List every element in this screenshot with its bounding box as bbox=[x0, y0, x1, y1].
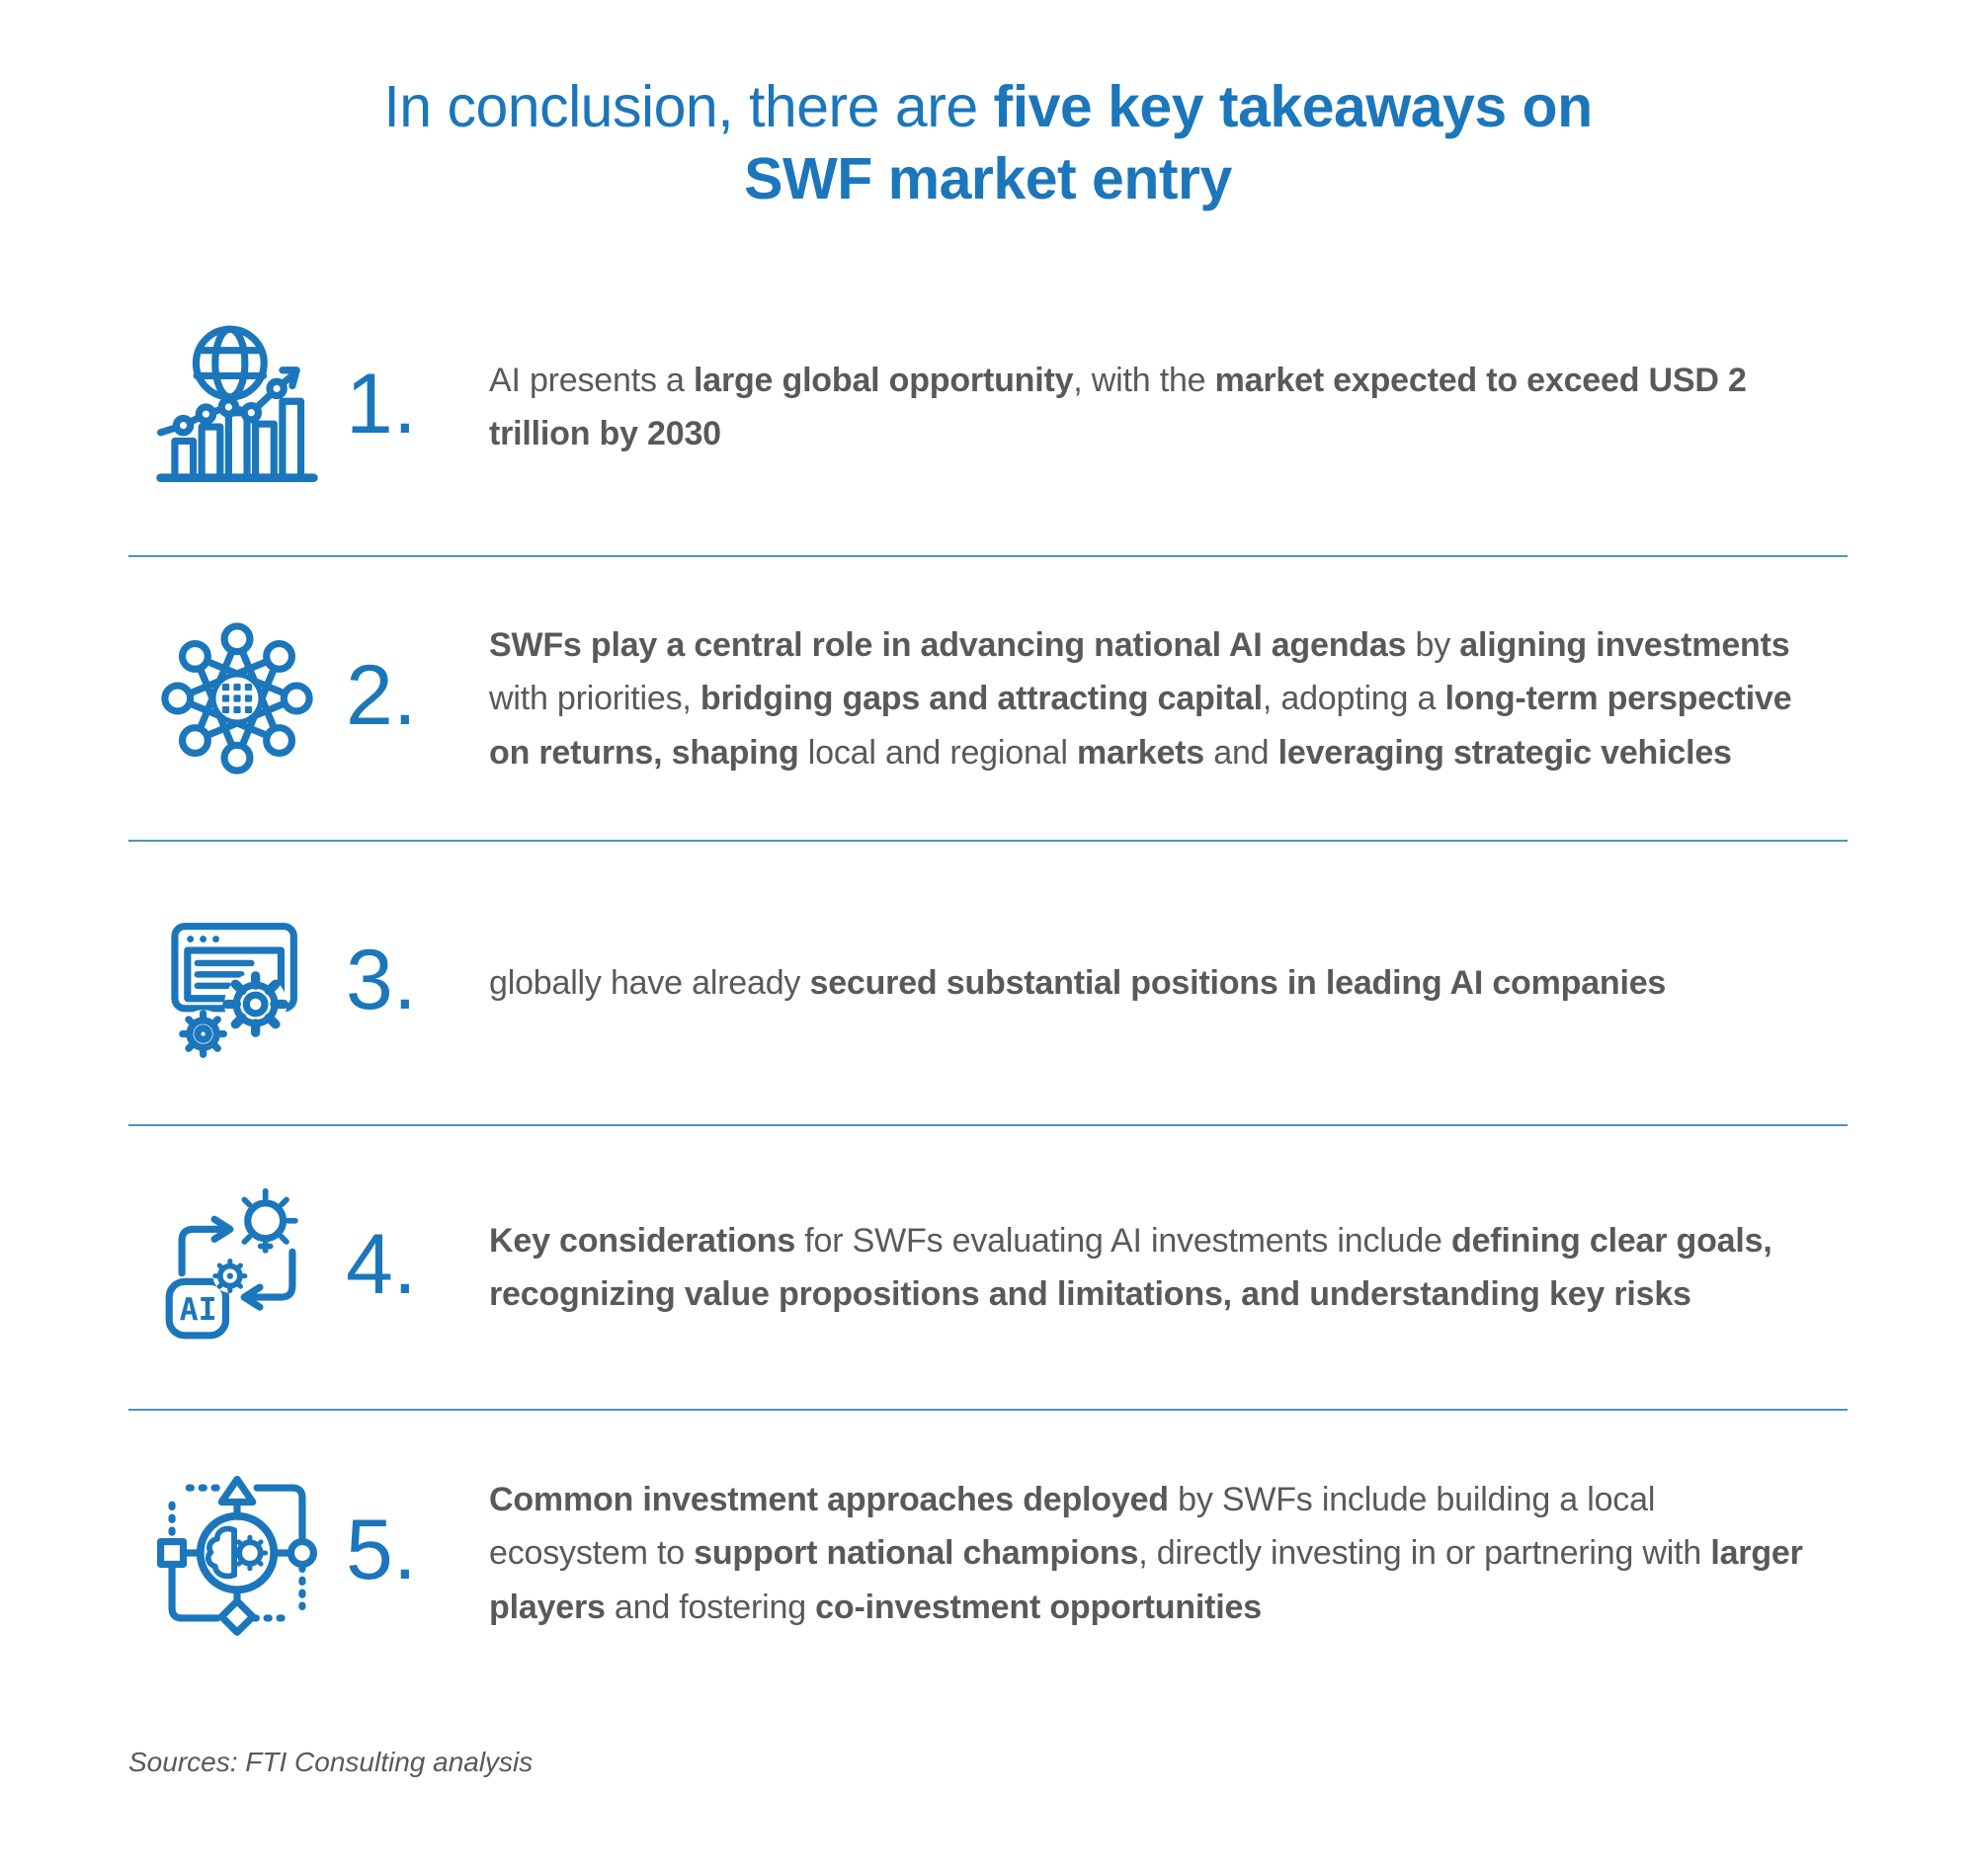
takeaway-number: 4. bbox=[346, 1217, 417, 1313]
takeaway-number: 3. bbox=[346, 933, 417, 1028]
takeaway-row-3 bbox=[128, 842, 1848, 1126]
network-nodes-icon bbox=[128, 613, 346, 783]
takeaway-row-1 bbox=[128, 279, 1848, 557]
takeaway-number: 5. bbox=[346, 1503, 417, 1598]
takeaway-text: Key considerations for SWFs evaluating AI investments include defining clear goals, recognizing value propositions and limitations, and understanding key risks bbox=[489, 1221, 1772, 1314]
title-light-part: In conclusion, there are bbox=[383, 74, 994, 139]
takeaway-number: 1. bbox=[346, 357, 417, 452]
browser-gears-icon bbox=[128, 898, 346, 1068]
svg-text:AI: AI bbox=[179, 1292, 217, 1329]
globe-growth-chart-icon bbox=[128, 322, 346, 492]
title-bold-line2: SWF market entry bbox=[744, 146, 1232, 212]
brain-process-diagram-icon bbox=[128, 1468, 346, 1638]
takeaway-text: Common investment approaches deployed by SWFs include building a local ecosystem to support national champions, directly investing in or partnering with larger players and fostering co-investment opportunities bbox=[489, 1480, 1803, 1626]
takeaway-row-4 bbox=[128, 1126, 1848, 1411]
takeaway-row-2 bbox=[128, 557, 1848, 842]
takeaway-text: SWFs play a central role in advancing national AI agendas by aligning investments with priorities, bridging gaps and attracting capital, adopting a long-term perspective on returns, shaping local and regional markets and leveraging strategic vehicles bbox=[489, 625, 1792, 772]
takeaway-text: AI presents a large global opportunity, with the market expected to exceed USD 2 trillion by 2030 bbox=[489, 361, 1747, 453]
page-title bbox=[128, 71, 1848, 215]
sources-note: Sources: FTI Consulting analysis bbox=[128, 1747, 534, 1778]
ai-idea-cycle-icon bbox=[128, 1183, 346, 1352]
takeaway-row-5 bbox=[128, 1411, 1848, 1695]
takeaway-number: 2. bbox=[346, 648, 417, 744]
takeaway-text: globally have already secured substantial positions in leading AI companies bbox=[489, 964, 1667, 1003]
title-bold-part: five key takeaways on bbox=[993, 74, 1593, 139]
